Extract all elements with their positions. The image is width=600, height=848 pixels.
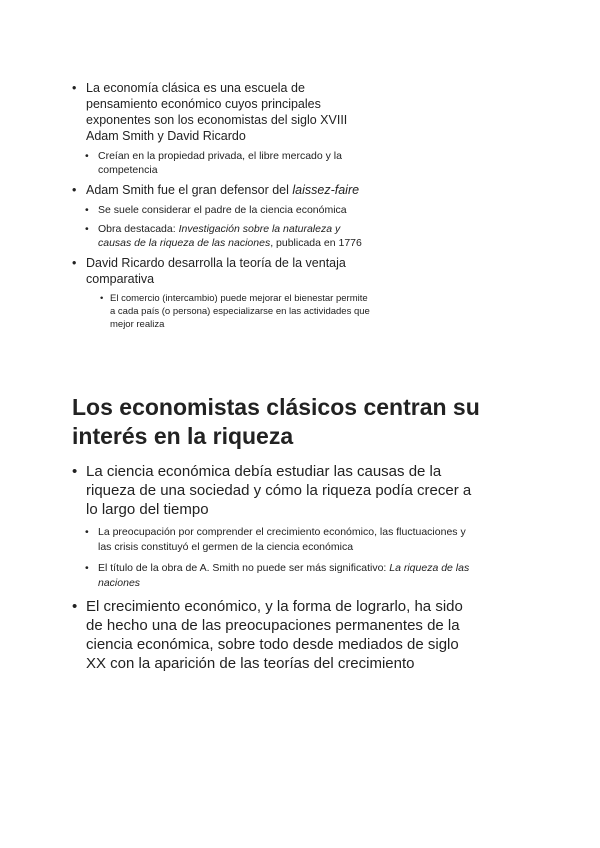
bullet-icon: • xyxy=(85,204,89,216)
bullet-text-italic: laissez-faire xyxy=(292,183,360,197)
section-heading: Los economistas clásicos centran su interés en la riqueza xyxy=(72,394,480,449)
bullet-text: , publicada en 1776 xyxy=(270,237,362,249)
bullet-text: El comercio (intercambio) puede mejorar el bienestar permite a cada país (o persona) especializarse en las actividades que mejor realiza xyxy=(110,293,370,330)
list-item xyxy=(72,182,372,198)
list-item xyxy=(72,462,472,519)
bullet-text: Adam Smith fue el gran defensor del xyxy=(86,183,293,197)
intro-bullet-list xyxy=(72,80,372,334)
sub-list-item xyxy=(72,525,472,555)
list-item xyxy=(72,80,372,144)
bullet-icon: • xyxy=(85,150,89,162)
bullet-icon: • xyxy=(85,562,89,574)
bullet-text: Obra destacada: xyxy=(98,223,179,235)
bullet-text: Creían en la propiedad privada, el libre mercado y la competencia xyxy=(98,150,342,176)
bullet-text: La economía clásica es una escuela de pensamiento económico cuyos principales exponentes son los economistas del siglo XVIII Adam Smith y David Ricardo xyxy=(86,81,348,143)
bullet-text: El título de la obra de A. Smith no puede ser más significativo: xyxy=(98,562,390,574)
bullet-text: El crecimiento económico, y la forma de lograrlo, ha sido de hecho una de las preocupaciones permanentes de la ciencia económica, sobre todo desde mediados de siglo XX con la aparición de las teorías del crecimiento xyxy=(86,598,463,672)
bullet-icon: • xyxy=(72,81,77,95)
sub-list-item xyxy=(72,203,372,217)
list-item xyxy=(72,597,472,673)
sub-list-item xyxy=(72,149,372,177)
sub-list-item xyxy=(72,561,472,591)
book-title: Investigación sobre la naturaleza y causas de la riqueza de las naciones xyxy=(98,223,341,249)
bullet-icon: • xyxy=(72,256,77,270)
bullet-text: La preocupación por comprender el crecimiento económico, las fluctuaciones y las crisis constituyó el germen de la ciencia económica xyxy=(98,526,466,553)
bullet-icon: • xyxy=(85,223,89,235)
bullet-icon: • xyxy=(72,463,78,480)
bullet-text: La ciencia económica debía estudiar las causas de la riqueza de una sociedad y cómo la riqueza podía crecer a lo largo del tiempo xyxy=(86,463,472,518)
bullet-icon: • xyxy=(100,293,104,304)
bullet-icon: • xyxy=(85,526,89,538)
wealth-bullet-list xyxy=(72,462,472,679)
bullet-icon: • xyxy=(72,598,78,615)
sub-list-item xyxy=(72,222,372,250)
bullet-icon: • xyxy=(72,183,77,197)
bullet-text: David Ricardo desarrolla la teoría de la ventaja comparativa xyxy=(86,256,346,286)
book-title: La riqueza de las naciones xyxy=(98,562,470,589)
bullet-text: Se suele considerar el padre de la ciencia económica xyxy=(98,204,347,216)
sub-sub-list-item xyxy=(72,292,372,331)
list-item xyxy=(72,255,372,287)
